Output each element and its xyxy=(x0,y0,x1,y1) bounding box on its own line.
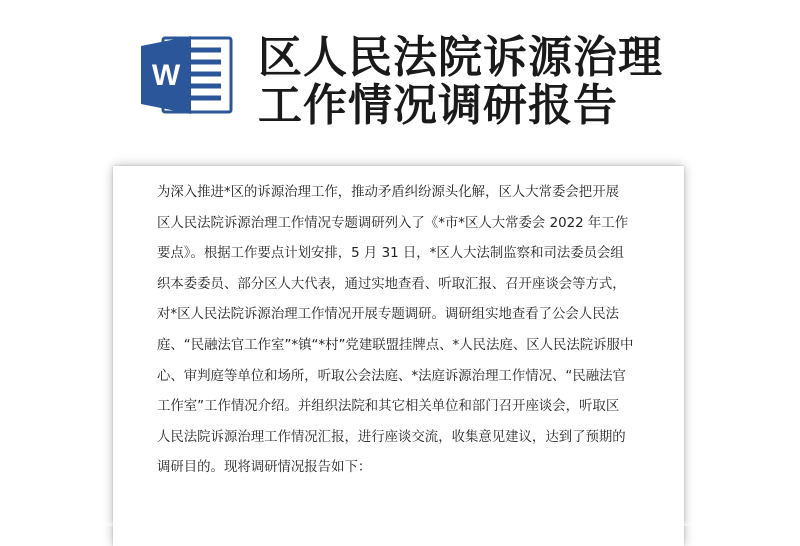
paragraph-line: 人民法院诉源治理工作情况汇报，进行座谈交流，收集意见建议，达到了预期的 xyxy=(157,429,626,445)
paragraph-line: 对*区人民法院诉源治理工作情况开展专题调研。调研组实地查看了公会人民法 xyxy=(157,307,619,323)
paragraph-line: 要点》。根据工作要点计划安排，5 月 31 日，*区人大法制监察和司法委员会组 xyxy=(157,246,624,262)
document-page xyxy=(113,166,684,546)
word-icon-letter: W xyxy=(151,59,181,92)
header-banner xyxy=(0,0,800,150)
title-line-1: 区人民法院诉源治理 xyxy=(258,32,663,83)
paragraph-line: 区人民法院诉源治理工作情况专题调研列入了《*市*区人大常委会 2022 年工作 xyxy=(157,215,629,231)
paragraph-line: 工作室”工作情况介绍。并组织法院和其它相关单位和部门召开座谈会，听取区 xyxy=(157,399,620,415)
paragraph-line: 心、审判庭等单位和场所，听取公会法庭、*法庭诉源治理工作情况、“民融法官 xyxy=(157,368,626,384)
paragraph-line: 庭、“民融法官工作室”*镇“*村”党建联盟挂牌点、*人民法庭、区人民法院诉服中 xyxy=(157,337,634,353)
word-document-icon xyxy=(141,36,233,114)
paragraph-line: 调研目的。现将调研情况报告如下： xyxy=(157,460,372,476)
bottom-fade xyxy=(0,520,800,526)
document-body xyxy=(157,178,645,484)
title-line-2: 工作情况调研报告 xyxy=(258,80,618,131)
paragraph-line: 为深入推进*区的诉源治理工作，推动矛盾纠纷源头化解，区人大常委会把开展 xyxy=(157,185,619,200)
paragraph-line: 织本委委员、部分区人大代表，通过实地查看、听取汇报、召开座谈会等方式， xyxy=(157,276,626,292)
page-title xyxy=(258,34,663,130)
